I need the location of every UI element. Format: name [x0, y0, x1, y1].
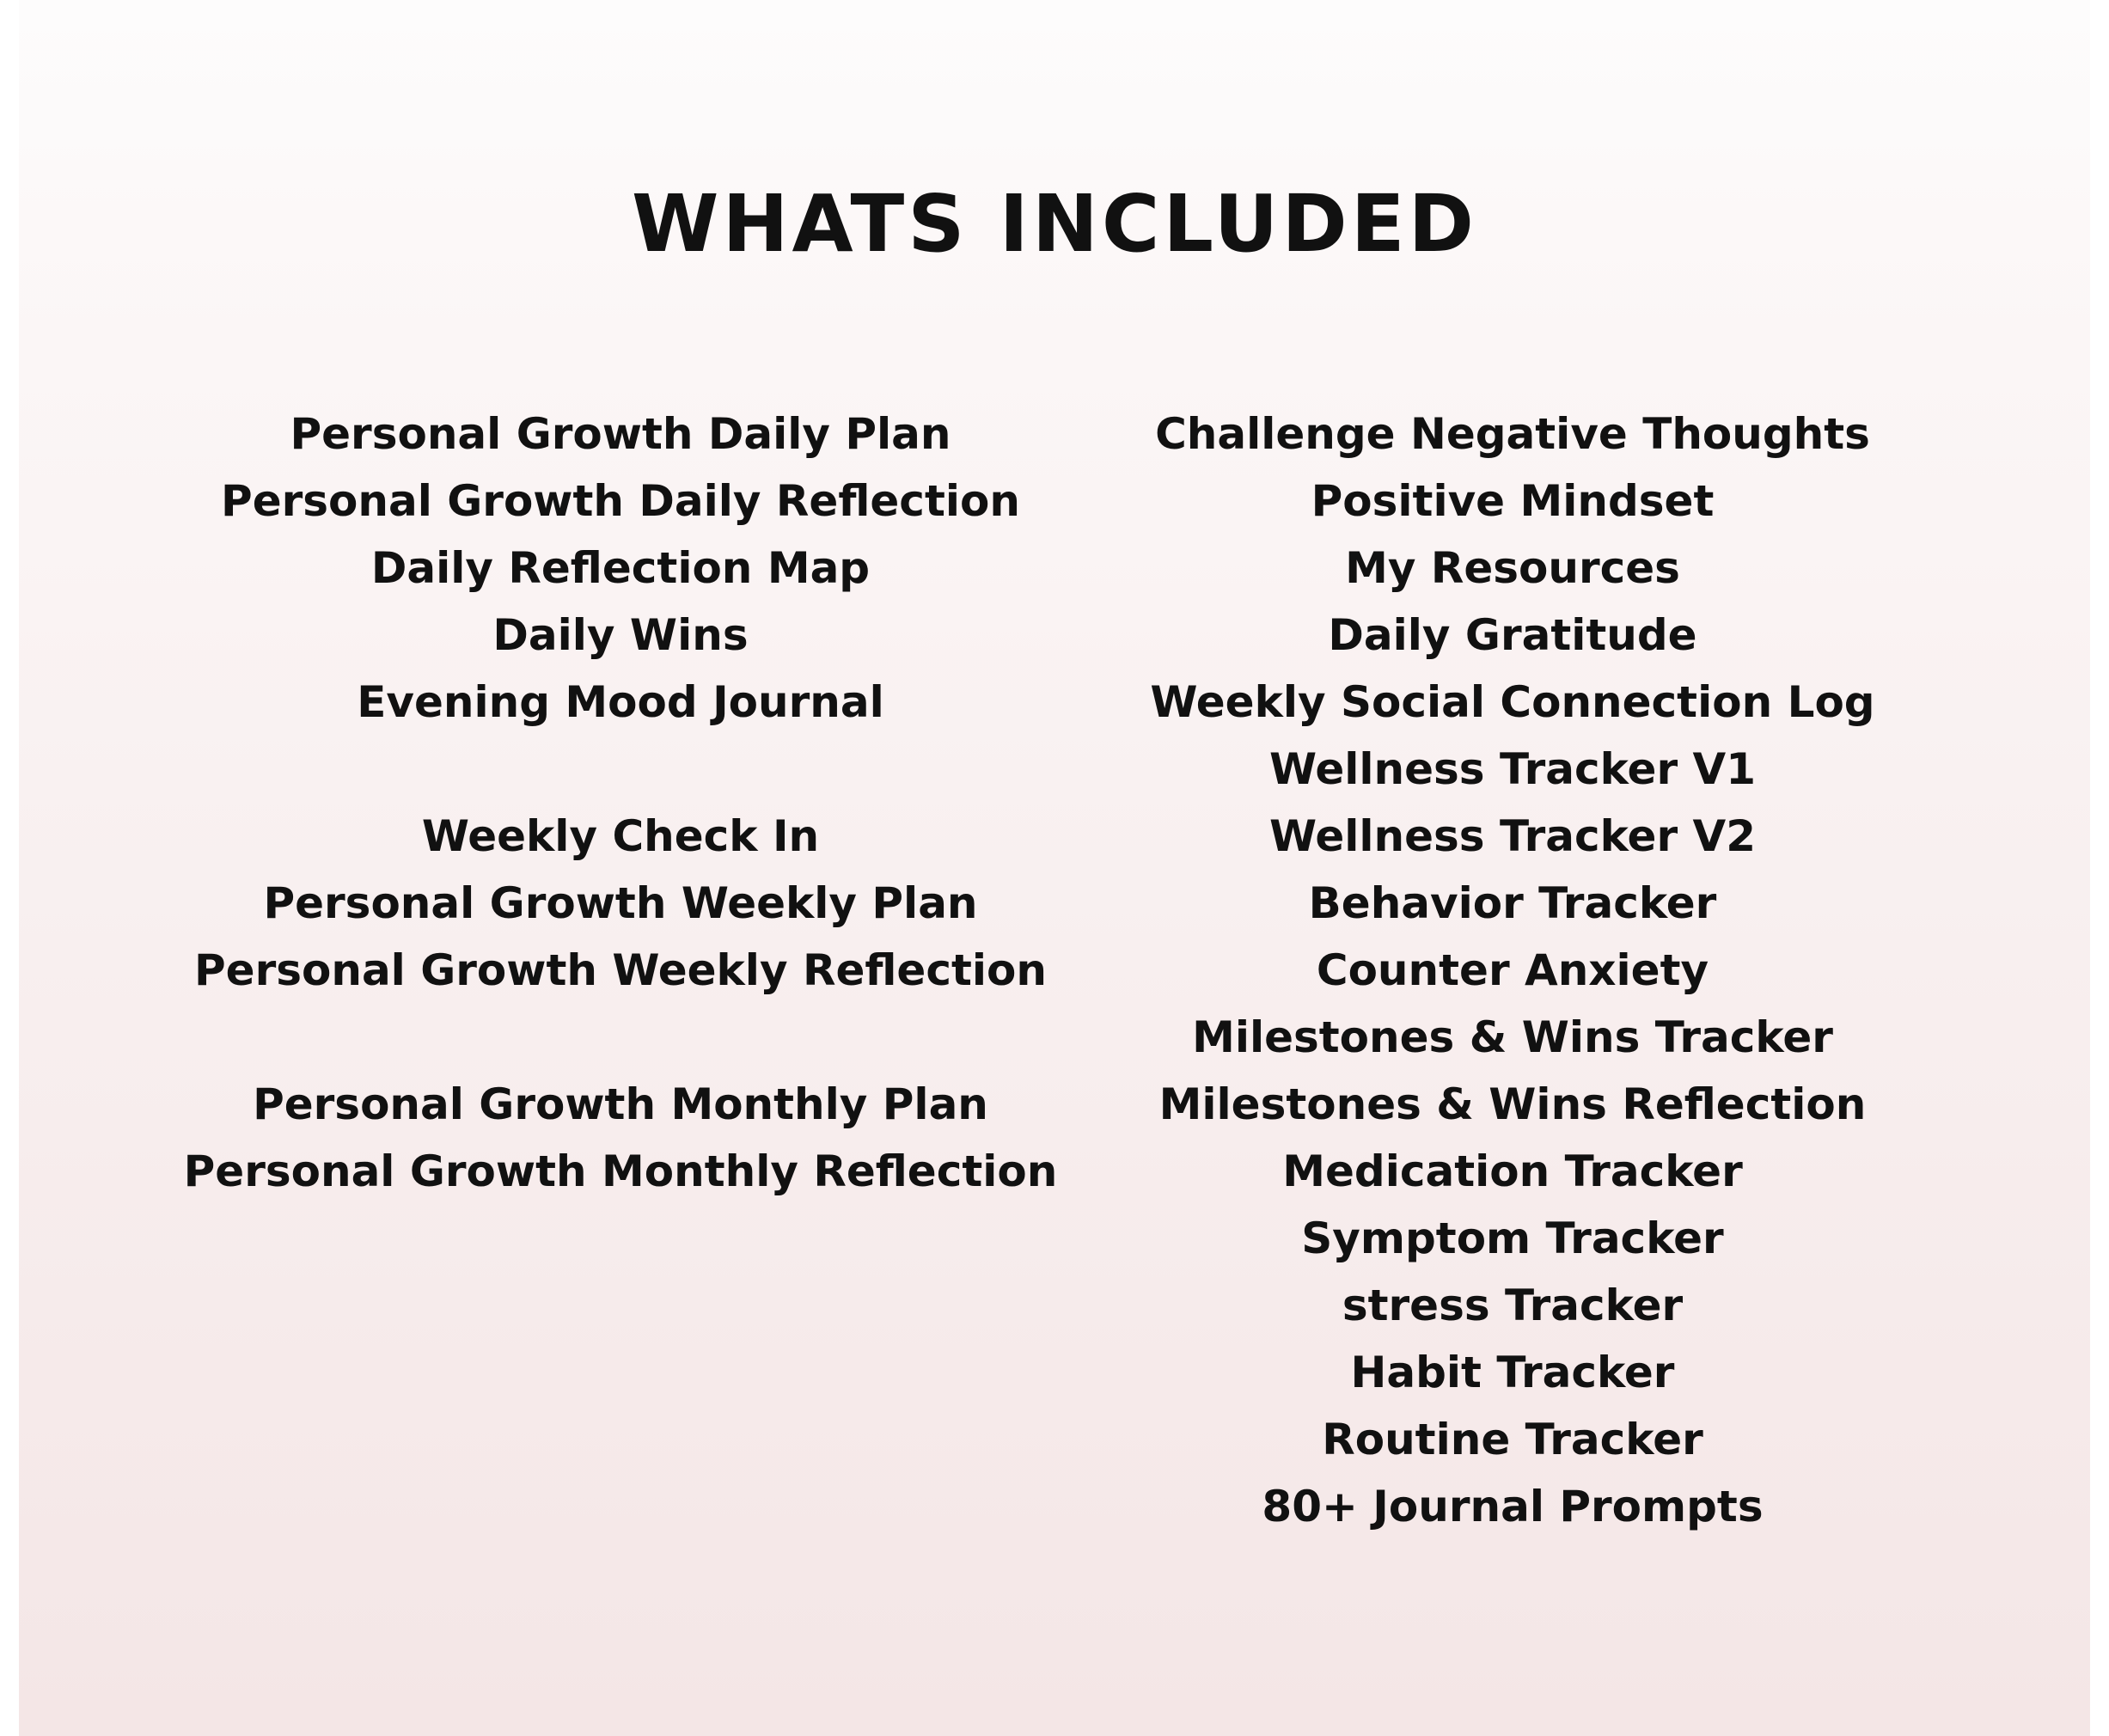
right-column-list [1040, 400, 1985, 1540]
list-item: Challenge Negative Thoughts [1155, 409, 1870, 459]
list-item: 80+ Journal Prompts [1262, 1482, 1764, 1531]
list-item: Counter Anxiety [1316, 945, 1709, 995]
list-item: Wellness Tracker V2 [1268, 811, 1756, 861]
list-item: Daily Wins [492, 610, 749, 660]
list-item: Weekly Social Connection Log [1150, 677, 1875, 727]
list-spacer [148, 736, 1093, 803]
list-item: Daily Reflection Map [370, 543, 871, 593]
list-item: Milestones & Wins Reflection [1158, 1079, 1867, 1129]
list-item: Evening Mood Journal [357, 677, 884, 727]
list-item: Positive Mindset [1311, 476, 1715, 526]
list-item: Personal Growth Weekly Reflection [194, 945, 1047, 995]
list-item: Weekly Check In [421, 811, 820, 861]
list-spacer [148, 1004, 1093, 1071]
list-item: Symptom Tracker [1301, 1213, 1724, 1263]
list-item: Behavior Tracker [1308, 878, 1717, 928]
list-item: My Resources [1345, 543, 1680, 593]
left-column-list [148, 400, 1093, 1205]
list-item: Milestones & Wins Tracker [1192, 1012, 1833, 1062]
list-item: Habit Tracker [1350, 1348, 1675, 1397]
page-title: WHATS INCLUDED [632, 178, 1477, 270]
list-item: Wellness Tracker V1 [1268, 744, 1756, 794]
list-item: Personal Growth Weekly Plan [263, 878, 978, 928]
list-item: Personal Growth Daily Plan [290, 409, 951, 459]
list-item: Personal Growth Monthly Plan [253, 1079, 988, 1129]
list-item: Medication Tracker [1282, 1146, 1743, 1196]
list-item: Personal Growth Monthly Reflection [183, 1146, 1058, 1196]
list-item: stress Tracker [1342, 1281, 1684, 1330]
list-item: Daily Gratitude [1328, 610, 1697, 660]
list-item: Personal Growth Daily Reflection [221, 476, 1020, 526]
list-item: Routine Tracker [1322, 1415, 1703, 1464]
